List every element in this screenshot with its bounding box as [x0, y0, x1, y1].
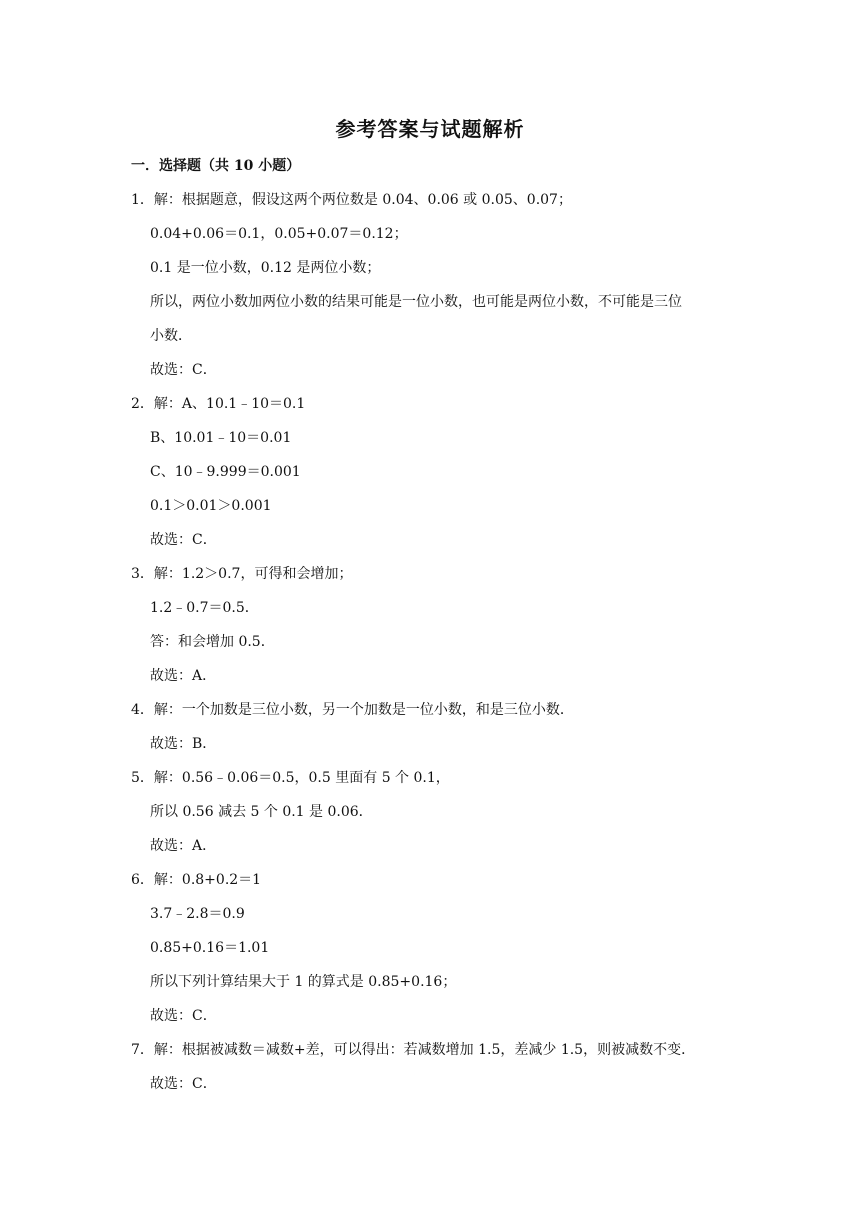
- answer-line: [131, 359, 751, 393]
- answer-item-4: [131, 699, 751, 767]
- answer-line: [131, 903, 751, 937]
- question-number: 6．: [131, 872, 154, 888]
- answer-line: [131, 1073, 751, 1107]
- answer-first-line: [131, 563, 751, 597]
- answer-text: 解：一个加数是三位小数，另一个加数是一位小数，和是三位小数．: [153, 702, 574, 718]
- answer-line: [131, 461, 751, 495]
- answer-text: 所以 0.56 减去 5 个 0.1 是 0.06．: [150, 804, 373, 820]
- answer-text: 解：根据被减数＝减数+差，可以得出：若减数增加 1.5，差减少 1.5，则被减数不变．: [153, 1042, 696, 1058]
- answer-line: [131, 801, 751, 835]
- answer-line: [131, 257, 751, 291]
- answer-text: 小数．: [150, 328, 192, 344]
- answer-text: 故选：C．: [150, 1008, 217, 1024]
- answer-text: 1.2﹣0.7＝0.5．: [150, 600, 259, 616]
- answer-line: [131, 937, 751, 971]
- answer-text: 解：A、10.1﹣10＝0.1: [153, 396, 306, 412]
- answer-item-1: [131, 189, 751, 393]
- answer-text: 解：根据题意，假设这两个两位数是 0.04、0.06 或 0.05、0.07；: [153, 192, 572, 208]
- answer-first-line: [131, 1039, 751, 1073]
- section-heading: 一．选择题（共 10 小题）: [131, 158, 301, 174]
- answer-item-2: [131, 393, 751, 563]
- answer-list: [131, 189, 751, 1107]
- page-title: 参考答案与试题解析: [335, 117, 525, 141]
- answer-text: 故选：A．: [150, 838, 217, 854]
- answer-line: [131, 325, 751, 359]
- answer-text: 答：和会增加 0.5．: [150, 634, 275, 650]
- answer-text: 0.1 是一位小数，0.12 是两位小数；: [150, 260, 381, 276]
- answer-item-3: [131, 563, 751, 699]
- answer-line: [131, 835, 751, 869]
- answer-text: 故选：C．: [150, 362, 217, 378]
- answer-line: [131, 1005, 751, 1039]
- answer-content: [131, 155, 751, 1107]
- answer-text: B、10.01﹣10＝0.01: [150, 430, 292, 446]
- answer-line: [131, 223, 751, 257]
- answer-line: [131, 597, 751, 631]
- answer-line: [131, 529, 751, 563]
- answer-line: [131, 291, 751, 325]
- question-number: 1．: [131, 192, 154, 208]
- answer-text: 0.04+0.06＝0.1，0.05+0.07＝0.12；: [150, 226, 408, 242]
- question-number: 7．: [131, 1042, 154, 1058]
- answer-text: 0.1＞0.01＞0.001: [150, 498, 272, 514]
- answer-line: [131, 631, 751, 665]
- question-number: 4．: [131, 702, 154, 718]
- answer-item-7: [131, 1039, 751, 1107]
- answer-text: C、10﹣9.999＝0.001: [150, 464, 301, 480]
- answer-first-line: [131, 189, 751, 223]
- answer-text: 故选：C．: [150, 532, 217, 548]
- answer-first-line: [131, 869, 751, 903]
- answer-line: [131, 495, 751, 529]
- answer-text: 解：0.8+0.2＝1: [153, 872, 262, 888]
- question-number: 5．: [131, 770, 154, 786]
- answer-line: [131, 733, 751, 767]
- answer-first-line: [131, 393, 751, 427]
- answer-line: [131, 665, 751, 699]
- answer-text: 故选：A．: [150, 668, 217, 684]
- answer-text: 0.85+0.16＝1.01: [150, 940, 270, 956]
- question-number: 2．: [131, 396, 154, 412]
- answer-text: 3.7﹣2.8＝0.9: [150, 906, 245, 922]
- answer-first-line: [131, 699, 751, 733]
- answer-text: 所以，两位小数加两位小数的结果可能是一位小数，也可能是两位小数，不可能是三位: [150, 294, 682, 310]
- answer-text: 解：1.2＞0.7，可得和会增加；: [153, 566, 353, 582]
- answer-text: 故选：C．: [150, 1076, 217, 1092]
- answer-text: 解：0.56﹣0.06＝0.5，0.5 里面有 5 个 0.1，: [153, 770, 450, 786]
- answer-line: [131, 427, 751, 461]
- answer-item-5: [131, 767, 751, 869]
- answer-line: [131, 971, 751, 1005]
- answer-text: 所以下列计算结果大于 1 的算式是 0.85+0.16；: [150, 974, 457, 990]
- answer-first-line: [131, 767, 751, 801]
- answer-text: 故选：B．: [150, 736, 217, 752]
- question-number: 3．: [131, 566, 154, 582]
- answer-item-6: [131, 869, 751, 1039]
